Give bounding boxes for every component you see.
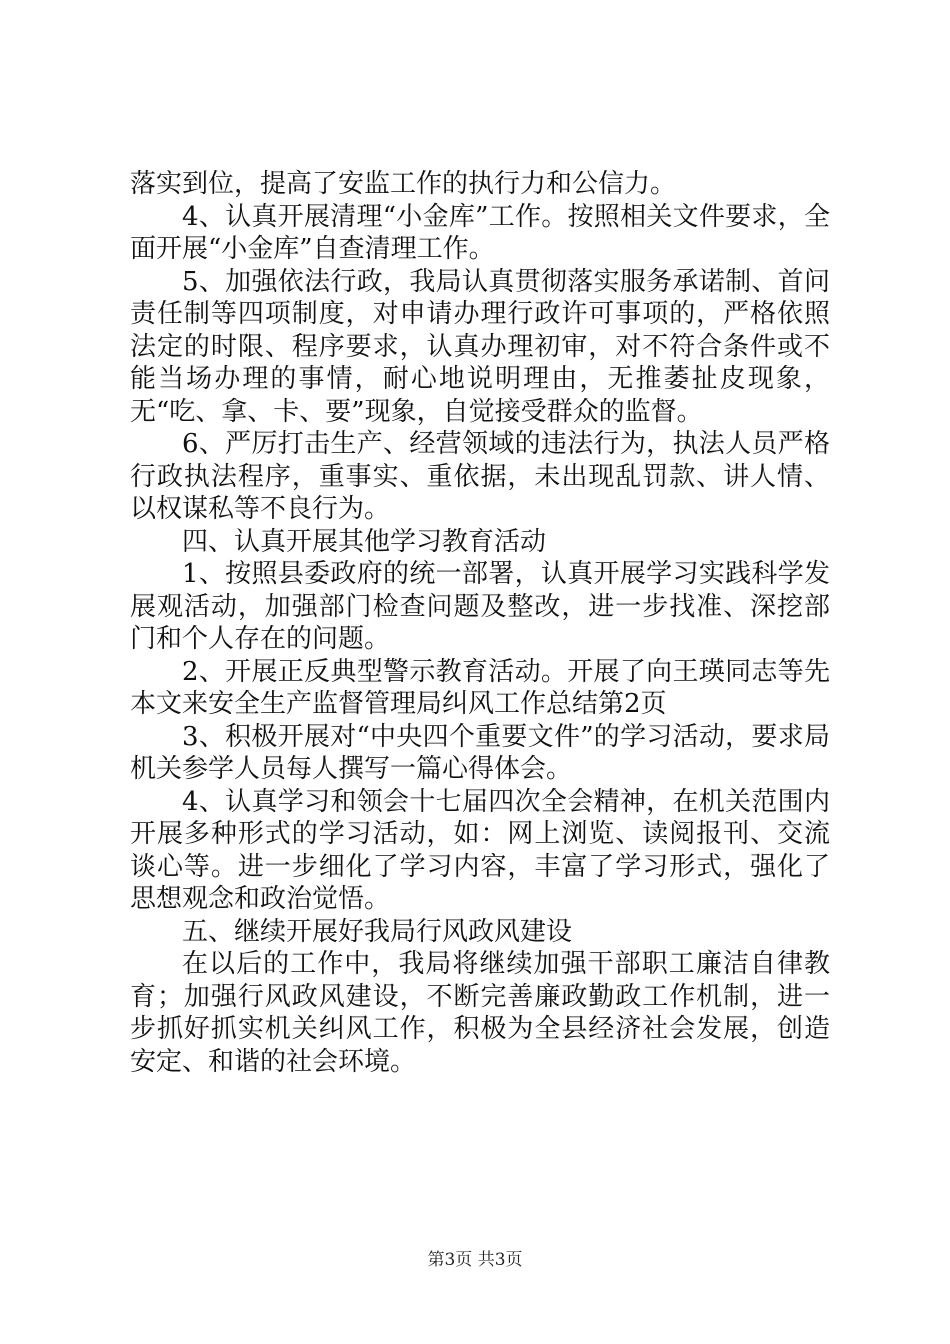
- paragraph-4: 6、严厉打击生产、经营领域的违法行为，执法人员严格行政执法程序，重事实、重依据，未出现乱罚款、讲人情、以权谋私等不良行为。: [130, 429, 830, 524]
- section-heading-5: 五、继续开展好我局行风政风建设: [182, 916, 573, 947]
- paragraph-3: 5、加强依法行政，我局认真贯彻落实服务承诺制、首问责任制等四项制度，对申请办理行政许可事项的，严格依照法定的时限、程序要求，认真办理初审，对不符合条件或不能当场办理的事情，耐心地说明理由，无推萎扯皮现象，无“吃、拿、卡、要”现象，自觉接受群众的监督。: [130, 266, 830, 427]
- page-footer: 第3页 共3页: [427, 1250, 523, 1270]
- paragraph-11: 在以后的工作中，我局将继续加强干部职工廉洁自律教育；加强行风政风建设，不断完善廉政勤政工作机制，进一步抓好抓实机关纠风工作，积极为全县经济社会发展，创造安定、和谐的社会环境。: [130, 949, 830, 1077]
- paragraph-6: 1、按照县委政府的统一部署，认真开展学习实践科学发展观活动，加强部门检查问题及整改，进一步找准、深挖部门和个人存在的问题。: [130, 559, 830, 654]
- section-heading-4: 四、认真开展其他学习教育活动: [182, 526, 547, 557]
- paragraph-1: 落实到位，提高了安监工作的执行力和公信力。: [130, 169, 677, 199]
- paragraph-7: 2、开展正反典型警示教育活动。开展了向王瑛同志等先本文来安全生产监督管理局纠风工作总结第2页: [130, 656, 830, 719]
- paragraph-2: 4、认真开展清理“小金库”工作。按照相关文件要求，全面开展“小金库”自查清理工作。: [130, 201, 830, 264]
- paragraph-8: 3、积极开展对“中央四个重要文件”的学习活动，要求局机关参学人员每人撰写一篇心得体会。: [130, 721, 830, 784]
- document-body: [130, 168, 830, 1078]
- paragraph-9: 4、认真学习和领会十七届四次全会精神，在机关范围内开展多种形式的学习活动，如：网上浏览、读阅报刊、交流谈心等。进一步细化了学习内容，丰富了学习形式，强化了思想观念和政治觉悟。: [130, 786, 830, 914]
